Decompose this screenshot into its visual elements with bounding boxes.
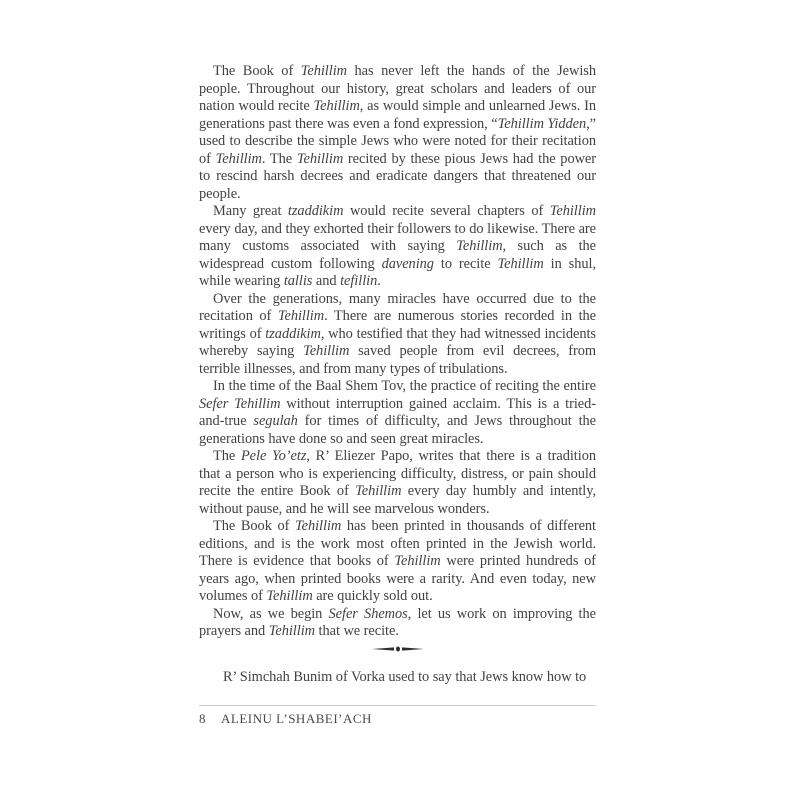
closing-paragraph: R’ Simchah Bunim of Vorka used to say that Jews know how to <box>223 668 587 685</box>
paragraph-pele-yoetz: The Pele Yo’etz, R’ Eliezer Papo, writes that there is a tradition that a person who is experiencing difficulty, distress, or pain should recite the entire Book of Tehillim every day humbly and intently, without pause, and he will see marvelous wonders. <box>199 448 596 517</box>
paragraph-baal-shem-tov: In the time of the Baal Shem Tov, the practice of reciting the entire Sefer Tehillim without interruption gained acclaim. This is a tried-and-true segulah for times of difficulty, and Jews throughout the generations have done so and seen great miracles. <box>199 378 596 447</box>
running-title: ALEINU L’SHABEI’ACH <box>221 711 372 726</box>
footer-line <box>199 711 596 727</box>
divider-ornament-icon <box>372 641 424 659</box>
paragraph-tehillim-history: The Book of Tehillim has never left the hands of the Jewish people. Throughout our history, great scholars and leaders of our nation would recite Tehillim, as would simple and unlearned Jews. In generations past there was even a fond expression, “Tehillim Yidden,” used to describe the simple Jews who were noted for their recitation of Tehillim. The Tehillim recited by these pious Jews had the power to rescind harsh decrees and eradicate dangers that threatened our people. <box>199 63 597 202</box>
paragraph-miracles: Over the generations, many miracles have occurred due to the recitation of Tehillim. There are numerous stories recorded in the writings of tzaddikim, who testified that they had witnessed incidents whereby saying Tehillim saved people from evil decrees, from terrible illnesses, and from many types of tribulations. <box>199 290 597 377</box>
page-footer <box>199 705 596 727</box>
section-divider <box>199 646 596 654</box>
paragraph-sefer-shemos: Now, as we begin Sefer Shemos, let us work on improving the prayers and Tehillim that we recite. <box>199 605 596 639</box>
body-text-column <box>199 63 596 686</box>
paragraph-tzaddikim-customs: Many great tzaddikim would recite several chapters of Tehillim every day, and they exhorted their followers to do likewise. There are many customs associated with saying Tehillim, such as the widespread custom following davening to recite Tehillim in shul, while wearing tallis and tefillin. <box>199 203 597 289</box>
page-number: 8 <box>199 711 206 726</box>
paragraph-printed-editions: The Book of Tehillim has been printed in thousands of different editions, and is the work most often printed in the Jewish world. There is evidence that books of Tehillim were printed hundreds of years ago, when printed books were a rarity. And even today, new volumes of Tehillim are quickly sold out. <box>199 518 596 604</box>
